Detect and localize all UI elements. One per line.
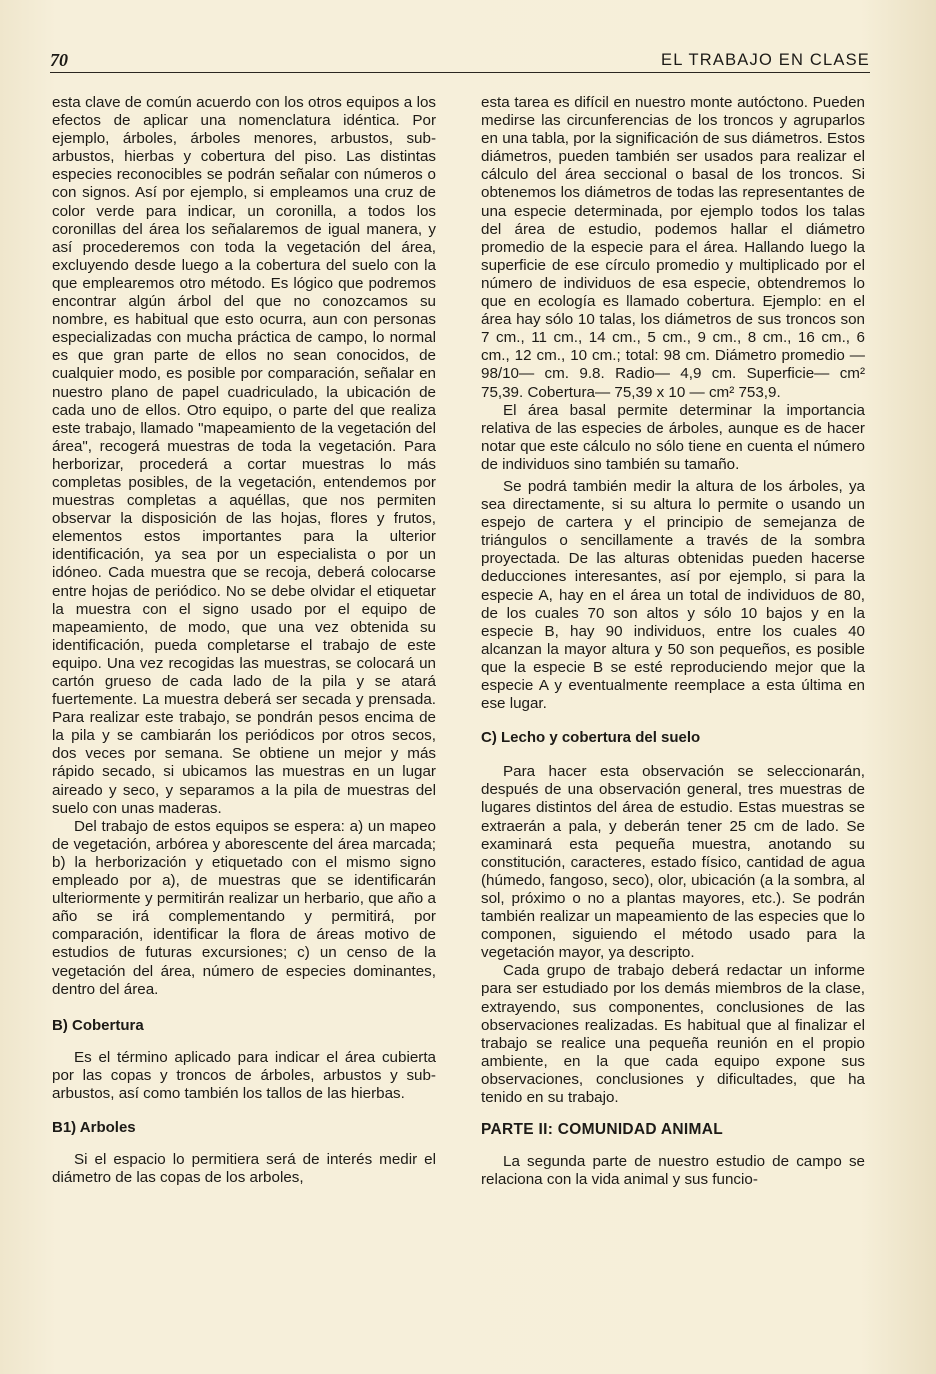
page-header (50, 50, 870, 73)
left-column (52, 94, 436, 1187)
paragraph: Si el espacio lo permitiera será de interés medir el diámetro de las copas de los arboles, (52, 1151, 436, 1187)
paragraph: La segunda parte de nuestro estudio de campo se relaciona con la vida animal y sus funcio- (481, 1153, 865, 1189)
part-heading: PARTE II: COMUNIDAD ANIMAL (481, 1121, 724, 1139)
paragraph: El área basal permite determinar la importancia relativa de las especies de árboles, aunque es de hacer notar que este cálculo no sólo tiene en cuenta el número de individuos sino también su tamaño. (481, 401, 865, 473)
paragraph: Es el término aplicado para indicar el área cubierta por las copas y troncos de árboles, arbustos y sub-arbustos, así como también los tallos de las hierbas. (52, 1048, 436, 1102)
section-heading-arboles: B1) Arboles (52, 1119, 136, 1137)
running-head: EL TRABAJO EN CLASE (661, 51, 870, 69)
paragraph: Se podrá también medir la altura de los árboles, ya sea directamente, si su altura lo permite o usando un espejo de cartera y el principio de semejanza de triángulos o sencillamente a través de la sombra proyectada. De las alturas obtenidas pueden hacerse deducciones interesantes, así por ejemplo, si para la especie A, hay en el área un total de individuos de 80, de los cuales 70 son altos y sólo 10 bajos y en la especie B, hay 90 individuos, entre los cuales 40 alcanzan la mayor altura y 50 son pequeños, es posible que la especie B se esté reproduciendo mejor que la especie A y eventualmente reemplace a esta última en ese lugar. (481, 477, 865, 713)
paragraph: Para hacer esta observación se seleccionarán, después de una observación general, tres muestras de lugares distintos del área de estudio. Estas muestras se extraerán a pala, y deberán tener 25 cm de lado. Se examinará esta pequeña muestra, anotando su constitución, caracteres, estado físico, cantidad de agua (húmedo, fangoso, seco), olor, ubicación (a la sombra, al sol, próximo o no a plantas mayores, etc.). Se podrán también realizar un mapeamiento de las especies que lo componen, siguiendo el método usado para la vegetación mayor, ya descripto. (481, 763, 865, 962)
paragraph: Del trabajo de estos equipos se espera: a) un mapeo de vegetación, arbórea y aborescente del área marcada; b) la herborización y etiquetado con el mismo signo empleado por a), de muestras que se identificarán ulteriormente y permitirán realizar un herbario, que año a año se irá complementando y permitirá, por comparación, identificar la flora de áreas motivo de estudios de futuras excursiones; c) un censo de la vegetación del área, número de especies dominantes, dentro del área. (52, 817, 436, 998)
page-number: 70 (50, 50, 68, 70)
paragraph: esta tarea es difícil en nuestro monte autóctono. Pueden medirse las circunferencias de los troncos y agruparlos en una tabla, por la significación de sus diámetros. Estos diámetros, pueden también ser usados para realizar el cálculo del área seccional o basal de los troncos. Si obtenemos los diámetros de todas las representantes de una especie determinada, por ejemplo todos los talas del área de estudio, podemos hallar el diámetro promedio de la especie para el área. Hallando luego la superficie de ese círculo promedio y multiplicado por el número de individuos de esa especie, obtendremos lo que en ecología es llamado cobertura. Ejemplo: en el área hay sólo 10 talas, los diámetros de sus troncos son 7 cm., 11 cm., 14 cm., 5 cm., 9 cm., 8 cm., 16 cm., 6 cm., 12 cm., 10 cm.; total: 98 cm. Diámetro promedio — 98/10— cm. 9.8. Radio— 4,9 cm. Superficie— cm² 75,39. Cobertura— 75,39 x 10 — cm² 753,9. (481, 94, 865, 401)
paragraph: esta clave de común acuerdo con los otros equipos a los efectos de aplicar una nomenclatura idéntica. Por ejemplo, árboles, árboles menores, arbustos, sub-arbustos, hierbas y cobertura del piso. Las distintas especies reconocibles se podrán señalar con números o con signos. Así por ejemplo, si empleamos una cruz de color verde para indicar, un coronilla, a todos los coronillas del área los señalaremos de igual manera, y así procederemos con toda la vegetación del área, excluyendo desde luego a la cobertura del suelo con la que emplearemos otro método. Es lógico que podremos encontrar algún árbol del que no conozcamos su nombre, es habitual que esto ocurra, aun con personas especializadas con mucha práctica de campo, lo normal es que gran parte de ellos no sean conocidos, de cualquier modo, es posible por comparación, señalar en nuestro plano de papel cuadriculado, la ubicación de cada uno de ellos. Otro equipo, o parte del que realiza este trabajo, llamado "mapeamiento de la vegetación del área", recogerá muestras de toda la vegetación. Para herborizar, procederá a cortar muestras lo más completas posibles, de la vegetación, entendemos por muestras completas a aquéllas, que nos permiten observar la disposición de las hojas, flores y frutos, elementos estos importantes para la ulterior identificación, ya sea por un especialista o por un idóneo. Cada muestra que se recoja, deberá colocarse entre hojas de periódico. No se debe olvidar el etiquetar la muestra con el signo usado por el equipo de mapeamiento, de modo, que una vez obtenida su identificación, pueda completarse el trabajo de este equipo. Una vez recogidas las muestras, se colocará un cartón grueso de cada lado de la pila y se atará fuertemente. La muestra deberá ser secada y prensada. Para realizar este trabajo, se pondrán pesos encima de la pila y se cambiarán los periódicos por otros secos, dos veces por semana. Se obtiene un mejor y más rápido secado, si ubicamos las muestras en un lugar aireado y seco, y separamos a la pila de muestras del suelo con unas maderas. (52, 94, 436, 817)
paragraph: Cada grupo de trabajo deberá redactar un informe para ser estudiado por los demás miembros de la clase, extrayendo, sus componentes, conclusiones de las observaciones realizadas. Es habitual que al finalizar el trabajo se realice una pequeña reunión en el propio ambiente, en la que cada equipo expone sus observaciones, conclusiones y dificultades, que ha tenido en su trabajo. (481, 962, 865, 1106)
right-column (481, 94, 865, 1189)
section-heading-cobertura: B) Cobertura (52, 1016, 144, 1034)
section-heading-lecho: C) Lecho y cobertura del suelo (481, 729, 701, 747)
